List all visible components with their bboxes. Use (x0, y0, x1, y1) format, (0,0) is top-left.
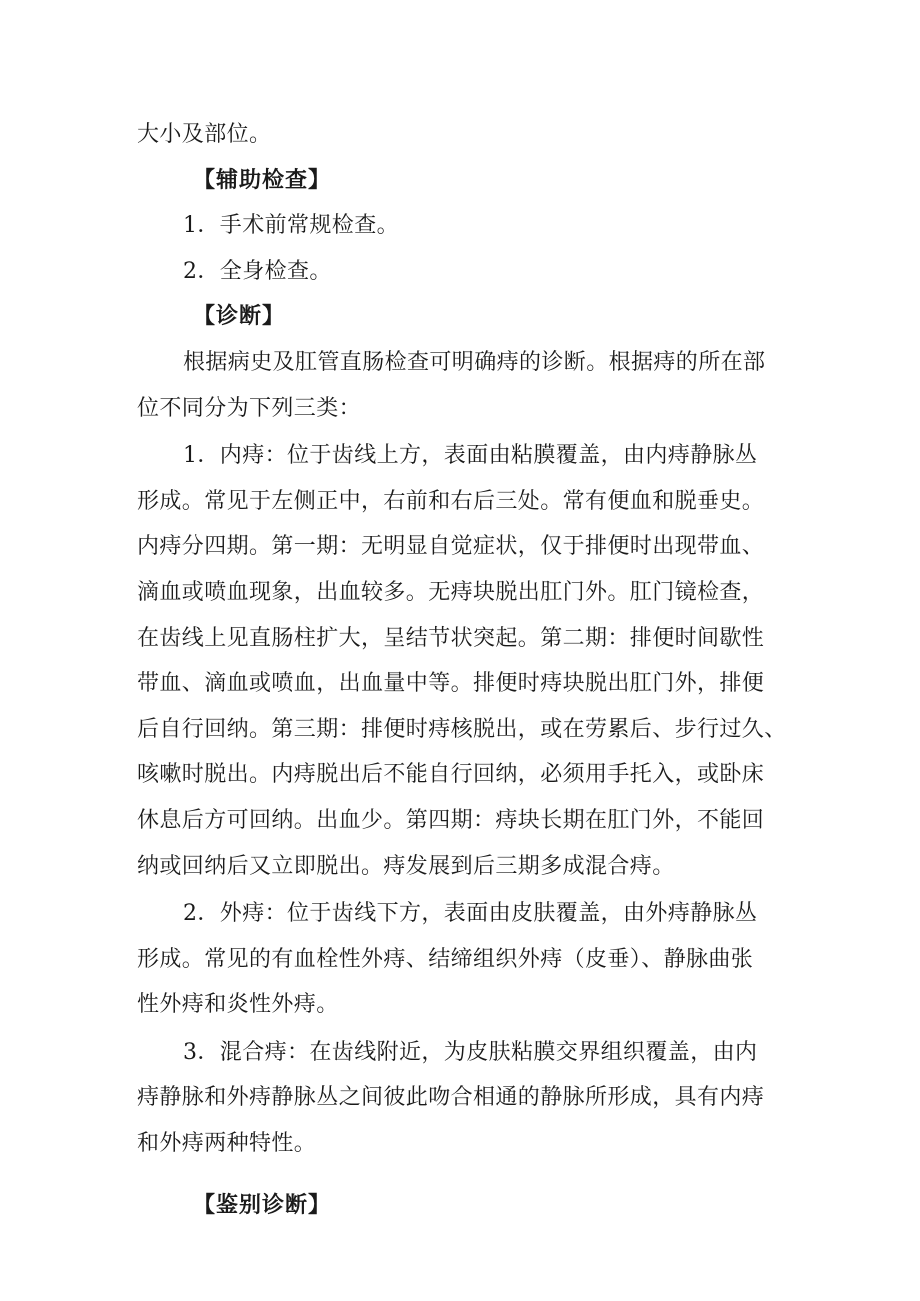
paragraph-line: 3．混合痔：在齿线附近，为皮肤粘膜交界组织覆盖，由内 (183, 1039, 758, 1065)
paragraph-line: 形成。常见于左侧正中，右前和右后三处。常有便血和脱垂史。 (137, 488, 765, 514)
document-page (137, 112, 787, 1228)
differential-diagnosis-heading: 【鉴别诊断】 (193, 1191, 332, 1218)
paragraph-line: 2．外痔：位于齿线下方，表面由皮肤覆盖，由外痔静脉丛 (183, 901, 758, 927)
intro-tail-text: 大小及部位。 (137, 122, 272, 147)
paragraph-line: 1．内痔：位于齿线上方，表面由粘膜覆盖，由内痔静脉丛 (183, 443, 758, 469)
paragraph-line: 位不同分为下列三类： (137, 395, 362, 421)
paragraph-line: 咳嗽时脱出。内痔脱出后不能自行回纳，必须用手托入，或卧床 (137, 762, 765, 788)
diagnosis-intro-paragraph (137, 340, 787, 431)
paragraph-line: 根据病史及肛管直肠检查可明确痔的诊断。根据痔的所在部 (183, 349, 766, 375)
paragraph-line: 形成。常见的有血栓性外痔、结缔组织外痔（皮垂）、静脉曲张 (137, 946, 754, 972)
paragraph-line: 在齿线上见直肠柱扩大，呈结节状突起。第二期：排便时间歇性 (137, 625, 765, 651)
paragraph-line: 痔静脉和外痔静脉丛之间彼此吻合相通的静脉所形成，具有内痔 (137, 1085, 765, 1111)
aux-exam-item: 2．全身检查。 (183, 258, 332, 284)
aux-exam-item: 1．手术前常规检查。 (183, 213, 399, 239)
mixed-hemorrhoid-paragraph (137, 1030, 787, 1167)
paragraph-line: 休息后方可回纳。出血少。第四期：痔块长期在肛门外，不能回 (137, 807, 765, 833)
internal-hemorrhoid-paragraph (137, 433, 787, 889)
paragraph-line: 内痔分四期。第一期：无明显自觉症状，仅于排便时出现带血、 (137, 534, 765, 560)
paragraph-line: 和外痔两种特性。 (137, 1131, 317, 1157)
paragraph-line: 滴血或喷血现象，出血较多。无痔块脱出肛门外。肛门镜检查， (137, 579, 765, 605)
paragraph-line: 带血、滴血或喷血，出血量中等。排便时痔块脱出肛门外，排便 (137, 671, 765, 697)
paragraph-line: 后自行回纳。第三期：排便时痔核脱出，或在劳累后、步行过久、 (137, 716, 787, 742)
external-hemorrhoid-paragraph (137, 891, 787, 1028)
aux-exam-heading: 【辅助检查】 (193, 166, 332, 193)
paragraph-line: 纳或回纳后又立即脱出。痔发展到后三期多成混合痔。 (137, 853, 675, 879)
diagnosis-heading: 【诊断】 (193, 303, 286, 330)
paragraph-line: 性外痔和炎性外痔。 (137, 992, 339, 1018)
